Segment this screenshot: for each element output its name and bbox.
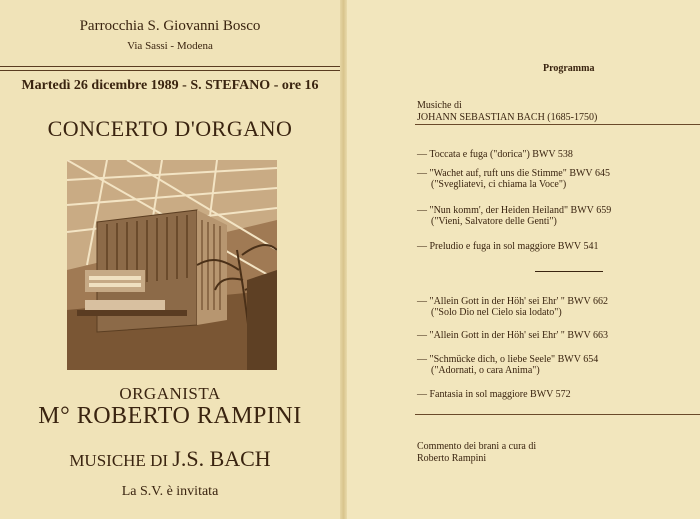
divider bbox=[415, 124, 700, 125]
program-intro: Musiche di bbox=[417, 100, 462, 111]
program-item bbox=[417, 330, 608, 341]
program-composer: JOHANN SEBASTIAN BACH (1685-1750) bbox=[417, 112, 598, 123]
program-item bbox=[417, 389, 571, 400]
music-composer: J.S. BACH bbox=[172, 446, 271, 471]
divider bbox=[0, 66, 340, 67]
organ-photo bbox=[67, 160, 277, 370]
divider bbox=[0, 70, 340, 71]
parish-name: Parrocchia S. Giovanni Bosco bbox=[79, 18, 261, 34]
program-item-title: — Preludio e fuga in sol maggiore BWV 541 bbox=[417, 241, 599, 252]
program-item-title: — Fantasia in sol maggiore BWV 572 bbox=[417, 389, 571, 400]
commentary-credit: Commento dei brani a cura di bbox=[417, 441, 537, 452]
program-item-translation: ("Svegliatevi, ci chiama la Voce") bbox=[431, 179, 567, 190]
event-dateline: Martedì 26 dicembre 1989 - S. STEFANO - ore 16 bbox=[21, 78, 319, 93]
cover-page bbox=[0, 0, 340, 519]
program-item-title: — "Allein Gott in der Höh' sei Ehr' " BWV 662 bbox=[417, 296, 609, 307]
concert-title: CONCERTO D'ORGANO bbox=[47, 116, 293, 141]
commentary-author: Roberto Rampini bbox=[417, 453, 487, 464]
program-title: Programma bbox=[543, 63, 595, 74]
music-line bbox=[0, 446, 340, 472]
program-item-title: — "Wachet auf, ruft uns die Stimme" BWV 645 bbox=[417, 168, 610, 179]
program-page bbox=[347, 0, 700, 519]
program-item-title: — "Allein Gott in der Höh' sei Ehr' " BWV 663 bbox=[417, 330, 609, 341]
program-item-translation: ("Vieni, Salvatore delle Genti") bbox=[431, 216, 557, 227]
program-item bbox=[417, 241, 598, 252]
program-item-translation: ("Solo Dio nel Cielo sia lodato") bbox=[431, 307, 562, 318]
divider bbox=[415, 414, 700, 415]
invitation-text: La S.V. è invitata bbox=[121, 484, 219, 499]
program-item bbox=[417, 354, 598, 376]
program-item-title: — "Schmücke dich, o liebe Seele" BWV 654 bbox=[417, 354, 599, 365]
organist-name: M° ROBERTO RAMPINI bbox=[38, 403, 302, 429]
page-fold bbox=[340, 0, 347, 519]
program-item-title: — "Nun komm', der Heiden Heiland" BWV 659 bbox=[417, 205, 612, 216]
interval-divider bbox=[535, 271, 603, 272]
program-item-title: — Toccata e fuga ("dorica") BWV 538 bbox=[417, 149, 573, 160]
program-item bbox=[417, 168, 610, 190]
program-item-translation: ("Adornati, o cara Anima") bbox=[431, 365, 540, 376]
program-item bbox=[417, 296, 608, 318]
program-item bbox=[417, 205, 611, 227]
music-prefix: MUSICHE DI bbox=[69, 451, 169, 470]
organist-label: ORGANISTA bbox=[119, 384, 221, 403]
program-item bbox=[417, 149, 573, 160]
parish-address: Via Sassi - Modena bbox=[127, 40, 213, 52]
